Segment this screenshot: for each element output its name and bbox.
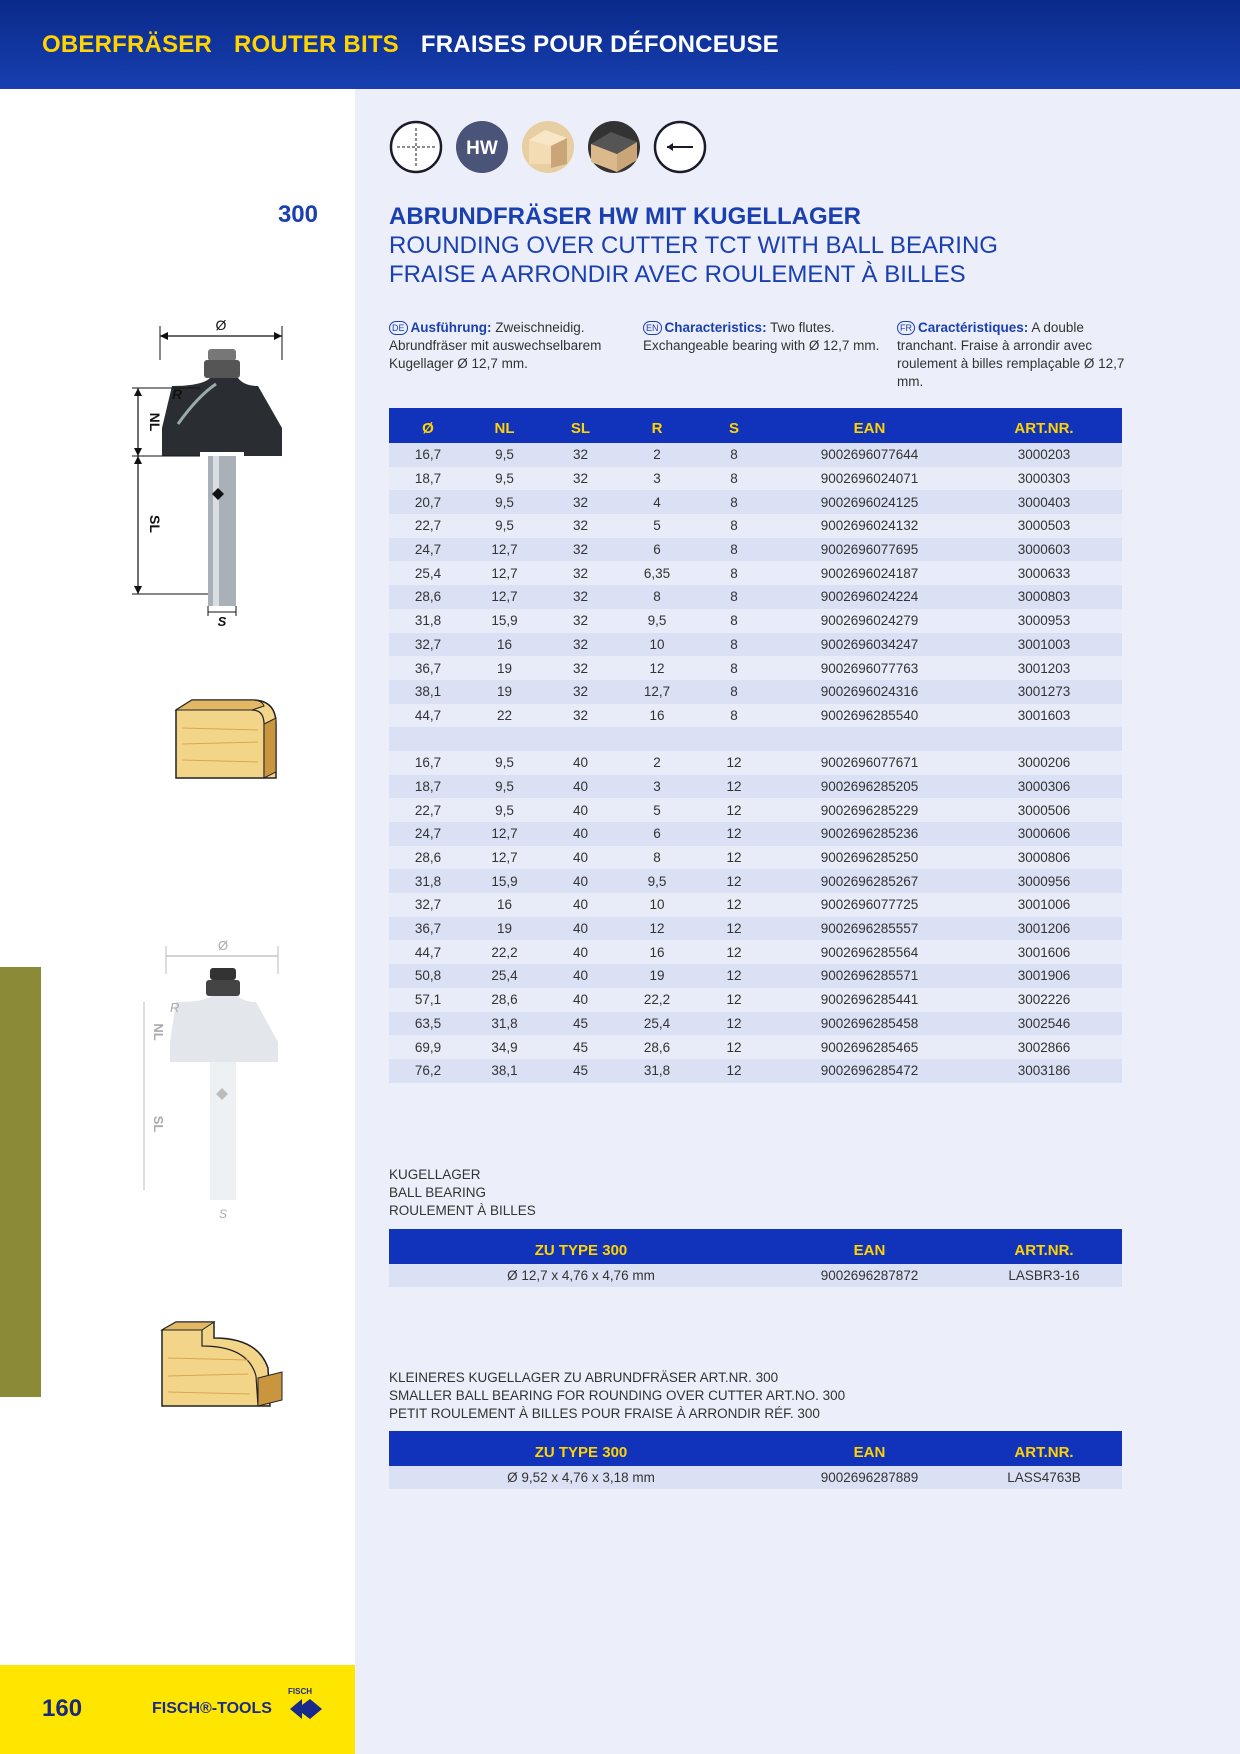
cell-s: 8 [695,704,773,728]
cell-nl: 38,1 [467,1059,542,1083]
cell-ean: 9002696077725 [773,893,966,917]
cell-s: 8 [695,680,773,704]
cell-nl: 9,5 [467,443,542,467]
cell-diameter: 16,7 [389,443,467,467]
cell-sl: 40 [542,988,619,1012]
cell-s: 12 [695,917,773,941]
cell-nl: 12,7 [467,846,542,870]
bearing-art-nr: LASBR3-16 [966,1264,1122,1287]
cell-r: 5 [619,514,695,538]
cell-ean: 9002696024187 [773,561,966,585]
cell-s: 12 [695,775,773,799]
cell-ean: 9002696024279 [773,609,966,633]
cell-r: 3 [619,775,695,799]
cell-ean: 9002696285205 [773,775,966,799]
cell-sl: 32 [542,704,619,728]
col-type: ZU TYPE 300 [389,1229,773,1264]
header-title-fr: FRAISES POUR DÉFONCEUSE [420,30,779,58]
cell-sl: 40 [542,917,619,941]
header-title-en: ROUTER BITS [234,30,399,58]
cell-sl: 40 [542,822,619,846]
cell-ean: 9002696285267 [773,869,966,893]
cell-diameter: 50,8 [389,964,467,988]
cell-sl: 32 [542,443,619,467]
cell-art-nr: 3000403 [966,490,1122,514]
table-row [389,798,1122,822]
product-title-de: ABRUNDFRÄSER HW MIT KUGELLAGER [389,203,861,230]
cell-diameter: 24,7 [389,822,467,846]
cell-s: 8 [695,585,773,609]
header-title-de: OBERFRÄSER [42,30,213,58]
cell-nl: 25,4 [467,964,542,988]
cell-s: 8 [695,443,773,467]
cell-diameter: 36,7 [389,917,467,941]
product-title-fr: FRAISE A ARRONDIR AVEC ROULEMENT À BILLES [389,261,966,288]
table-row [389,988,1122,1012]
cell-ean: 9002696285465 [773,1035,966,1059]
table-row [389,1035,1122,1059]
crosshair-icon [389,120,443,174]
table-row [389,633,1122,657]
cell-sl: 32 [542,680,619,704]
cell-diameter: 44,7 [389,940,467,964]
cell-ean: 9002696024071 [773,467,966,491]
col-art-nr: ART.NR. [966,408,1122,443]
laminate-icon [587,120,641,174]
description-de-label: Ausführung: [410,320,492,335]
hw-icon-label: HW [466,138,498,159]
col-r: R [619,408,695,443]
cell-sl: 32 [542,633,619,657]
cell-art-nr: 3000303 [966,467,1122,491]
table-row [389,443,1122,467]
cell-ean: 9002696077763 [773,656,966,680]
cell-s: 12 [695,940,773,964]
cell-r: 12 [619,917,695,941]
cell-s: 8 [695,656,773,680]
dim-nl-label-faded: NL [151,1023,166,1041]
cell-s: 8 [695,467,773,491]
cell-ean: 9002696285557 [773,917,966,941]
table-row [389,514,1122,538]
cell-r: 3 [619,467,695,491]
dim-r-label-faded: R [170,1000,180,1015]
cell-nl: 16 [467,633,542,657]
wood-profile-step-icon [158,1318,286,1414]
cell-ean: 9002696024132 [773,514,966,538]
dim-diameter-label: Ø [215,317,227,333]
cell-r: 10 [619,633,695,657]
dim-sl-label: SL [147,515,163,533]
cell-diameter: 36,7 [389,656,467,680]
cell-r: 9,5 [619,869,695,893]
brand-name: FISCH®-TOOLS [152,1700,272,1717]
description-en-text: Two flutes. Exchangeable bearing with Ø 12,7 mm. [643,320,880,353]
cell-s: 12 [695,893,773,917]
table-row [389,1466,1122,1489]
description-en [643,319,883,355]
col-ean: EAN [773,408,966,443]
cell-nl: 34,9 [467,1035,542,1059]
cell-r: 16 [619,704,695,728]
cell-ean: 9002696285472 [773,1059,966,1083]
table-row [389,585,1122,609]
table-row [389,538,1122,562]
description-fr [897,319,1137,391]
cell-ean: 9002696024224 [773,585,966,609]
cell-ean: 9002696285236 [773,822,966,846]
table-row [389,917,1122,941]
lang-badge-fr: FR [897,321,915,335]
cell-ean: 9002696285250 [773,846,966,870]
cell-art-nr: 3000503 [966,514,1122,538]
cell-ean: 9002696285229 [773,798,966,822]
cell-sl: 40 [542,775,619,799]
cell-r: 12,7 [619,680,695,704]
cell-s: 12 [695,751,773,775]
cell-r: 31,8 [619,1059,695,1083]
cell-nl: 28,6 [467,988,542,1012]
small-bearing-size: Ø 9,52 x 4,76 x 3,18 mm [389,1466,773,1489]
cell-ean: 9002696024316 [773,680,966,704]
cell-sl: 40 [542,798,619,822]
cell-s: 8 [695,633,773,657]
cell-ean: 9002696077695 [773,538,966,562]
cell-sl: 32 [542,490,619,514]
cell-nl: 12,7 [467,585,542,609]
cell-diameter: 57,1 [389,988,467,1012]
table-row [389,846,1122,870]
cell-diameter: 44,7 [389,704,467,728]
page-footer [0,1665,355,1754]
small-bearing-caption [389,1369,845,1423]
cell-s: 8 [695,514,773,538]
product-title-en: ROUNDING OVER CUTTER TCT WITH BALL BEARING [389,232,998,259]
page-header [0,0,1240,89]
page-number: 160 [42,1695,83,1722]
description-de [389,319,629,373]
cell-diameter: 32,7 [389,893,467,917]
table-row [389,490,1122,514]
router-bit-drawing [120,316,290,628]
col-ean: EAN [773,1229,966,1264]
cell-diameter: 22,7 [389,798,467,822]
bearing-caption-fr: ROULEMENT À BILLES [389,1203,536,1218]
cell-art-nr: 3001906 [966,964,1122,988]
table-row [389,561,1122,585]
cell-nl: 12,7 [467,538,542,562]
table-row [389,609,1122,633]
cell-diameter: 25,4 [389,561,467,585]
cell-ean: 9002696285540 [773,704,966,728]
cell-s: 12 [695,822,773,846]
cell-ean: 9002696034247 [773,633,966,657]
table-row [389,680,1122,704]
cell-art-nr: 3000806 [966,846,1122,870]
table-row [389,751,1122,775]
cell-sl: 45 [542,1059,619,1083]
cell-s: 12 [695,988,773,1012]
cell-r: 22,2 [619,988,695,1012]
bearing-table [389,1229,1122,1287]
cell-nl: 31,8 [467,1012,542,1036]
cell-r: 2 [619,751,695,775]
cell-art-nr: 3002546 [966,1012,1122,1036]
cell-sl: 32 [542,538,619,562]
cell-s: 12 [695,964,773,988]
cell-ean: 9002696285458 [773,1012,966,1036]
bearing-table-header [389,1229,1122,1264]
fisch-logo-text: FISCH [288,1687,312,1696]
wood-profile-icon [172,698,282,786]
table-row [389,775,1122,799]
cell-s: 12 [695,1012,773,1036]
cell-sl: 45 [542,1012,619,1036]
cell-diameter: 31,8 [389,869,467,893]
spacer-cell [389,727,1122,751]
col-art-nr: ART.NR. [966,1431,1122,1466]
cell-nl: 16 [467,893,542,917]
cell-art-nr: 3000803 [966,585,1122,609]
cell-nl: 19 [467,656,542,680]
cell-r: 5 [619,798,695,822]
cell-art-nr: 3000603 [966,538,1122,562]
cell-diameter: 18,7 [389,775,467,799]
cell-r: 6,35 [619,561,695,585]
cell-diameter: 28,6 [389,846,467,870]
cell-s: 12 [695,1059,773,1083]
description-de-text: Zweischneidig. Abrundfräser mit auswechselbarem Kugellager Ø 12,7 mm. [389,320,602,371]
small-bearing-caption-fr: PETIT ROULEMENT À BILLES POUR FRAISE À ARRONDIR RÉF. 300 [389,1406,820,1421]
cell-diameter: 69,9 [389,1035,467,1059]
cell-diameter: 32,7 [389,633,467,657]
cell-r: 9,5 [619,609,695,633]
cell-r: 10 [619,893,695,917]
cell-r: 8 [619,585,695,609]
col-art-nr: ART.NR. [966,1229,1122,1264]
cell-sl: 32 [542,585,619,609]
cell-r: 28,6 [619,1035,695,1059]
cell-art-nr: 3000506 [966,798,1122,822]
feature-icons [389,120,707,174]
bearing-caption-en: BALL BEARING [389,1185,487,1200]
cell-r: 16 [619,940,695,964]
cell-s: 12 [695,846,773,870]
cell-r: 6 [619,538,695,562]
cell-r: 12 [619,656,695,680]
cell-nl: 15,9 [467,609,542,633]
cell-sl: 40 [542,893,619,917]
cell-sl: 40 [542,751,619,775]
cell-art-nr: 3002866 [966,1035,1122,1059]
table-row [389,822,1122,846]
lang-badge-de: DE [389,321,408,335]
cell-art-nr: 3001006 [966,893,1122,917]
cell-r: 8 [619,846,695,870]
cell-diameter: 31,8 [389,609,467,633]
small-bearing-art-nr: LASS4763B [966,1466,1122,1489]
cell-sl: 40 [542,846,619,870]
col-nl: NL [467,408,542,443]
col-diameter: Ø [389,408,467,443]
description-en-label: Characteristics: [664,320,767,335]
cell-s: 12 [695,869,773,893]
cell-art-nr: 3001273 [966,680,1122,704]
cell-ean: 9002696024125 [773,490,966,514]
table-row [389,940,1122,964]
table-row [389,869,1122,893]
bearing-ean: 9002696287872 [773,1264,966,1287]
cell-diameter: 18,7 [389,467,467,491]
fisch-logo-icon [286,1685,326,1721]
router-bit-drawing-faded [130,938,290,1223]
cell-art-nr: 3000633 [966,561,1122,585]
table-row [389,1264,1122,1287]
col-type: ZU TYPE 300 [389,1431,773,1466]
cell-s: 12 [695,798,773,822]
cell-r: 2 [619,443,695,467]
cell-art-nr: 3001003 [966,633,1122,657]
cell-art-nr: 3002226 [966,988,1122,1012]
cell-nl: 9,5 [467,514,542,538]
cell-art-nr: 3000953 [966,609,1122,633]
cell-sl: 32 [542,561,619,585]
cell-nl: 15,9 [467,869,542,893]
cell-art-nr: 3000956 [966,869,1122,893]
cell-sl: 45 [542,1035,619,1059]
cell-sl: 32 [542,656,619,680]
table-row [389,893,1122,917]
cell-art-nr: 3000606 [966,822,1122,846]
cell-s: 8 [695,490,773,514]
cell-nl: 12,7 [467,822,542,846]
cell-art-nr: 3001203 [966,656,1122,680]
small-bearing-ean: 9002696287889 [773,1466,966,1489]
cell-art-nr: 3000206 [966,751,1122,775]
feed-direction-icon [653,120,707,174]
cell-art-nr: 3001606 [966,940,1122,964]
cell-ean: 9002696285571 [773,964,966,988]
cell-art-nr: 3003186 [966,1059,1122,1083]
cell-nl: 22,2 [467,940,542,964]
col-s: S [695,408,773,443]
cell-sl: 40 [542,869,619,893]
cell-ean: 9002696077671 [773,751,966,775]
cell-s: 8 [695,538,773,562]
cell-sl: 32 [542,514,619,538]
col-ean: EAN [773,1431,966,1466]
dim-r-label: R [172,386,183,402]
lang-badge-en: EN [643,321,662,335]
side-color-tab [0,967,41,1397]
cell-sl: 40 [542,940,619,964]
hw-icon [455,120,509,174]
cell-art-nr: 3000203 [966,443,1122,467]
description-fr-label: Caractéristiques: [918,320,1029,335]
table-spacer-row [389,727,1122,751]
table-row [389,1059,1122,1083]
cell-ean: 9002696077644 [773,443,966,467]
small-bearing-caption-en: SMALLER BALL BEARING FOR ROUNDING OVER CUTTER ART.NO. 300 [389,1388,846,1403]
table-row [389,656,1122,680]
cell-nl: 19 [467,680,542,704]
cell-s: 12 [695,1035,773,1059]
cell-diameter: 24,7 [389,538,467,562]
small-bearing-table-header [389,1431,1122,1466]
type-number: 300 [277,201,318,228]
dim-diameter-label-faded: Ø [217,938,229,953]
cell-diameter: 63,5 [389,1012,467,1036]
cell-nl: 9,5 [467,751,542,775]
cell-r: 25,4 [619,1012,695,1036]
table-row [389,1012,1122,1036]
cell-ean: 9002696285441 [773,988,966,1012]
cell-s: 8 [695,561,773,585]
cell-sl: 32 [542,609,619,633]
cell-diameter: 76,2 [389,1059,467,1083]
bearing-size: Ø 12,7 x 4,76 x 4,76 mm [389,1264,773,1287]
cell-diameter: 16,7 [389,751,467,775]
cell-s: 8 [695,609,773,633]
cell-nl: 19 [467,917,542,941]
small-bearing-caption-de: KLEINERES KUGELLAGER ZU ABRUNDFRÄSER ART.NR. 300 [389,1370,779,1385]
cell-diameter: 22,7 [389,514,467,538]
wood-icon [521,120,575,174]
dim-sl-label-faded: SL [151,1115,166,1133]
table-row [389,964,1122,988]
cell-nl: 9,5 [467,798,542,822]
dim-nl-label: NL [147,412,163,432]
cell-r: 6 [619,822,695,846]
cell-r: 19 [619,964,695,988]
table-row [389,467,1122,491]
table-row [389,704,1122,728]
dim-s-label: S [217,614,227,628]
cell-nl: 22 [467,704,542,728]
dim-s-label-faded: S [218,1207,228,1221]
cell-nl: 9,5 [467,775,542,799]
small-bearing-table [389,1431,1122,1489]
bearing-caption [389,1166,536,1220]
bearing-caption-de: KUGELLAGER [389,1167,481,1182]
cell-nl: 12,7 [467,561,542,585]
cell-ean: 9002696285564 [773,940,966,964]
cell-art-nr: 3001206 [966,917,1122,941]
cell-sl: 32 [542,467,619,491]
col-sl: SL [542,408,619,443]
cell-sl: 40 [542,964,619,988]
cell-r: 4 [619,490,695,514]
cell-diameter: 28,6 [389,585,467,609]
product-table-header [389,408,1122,443]
description-fr-text: A double tranchant. Fraise à arrondir avec roulement à billes remplaçable Ø 12,7 mm. [897,320,1125,389]
cell-art-nr: 3001603 [966,704,1122,728]
cell-nl: 9,5 [467,490,542,514]
cell-diameter: 38,1 [389,680,467,704]
cell-diameter: 20,7 [389,490,467,514]
product-table [389,408,1122,1083]
cell-nl: 9,5 [467,467,542,491]
cell-art-nr: 3000306 [966,775,1122,799]
